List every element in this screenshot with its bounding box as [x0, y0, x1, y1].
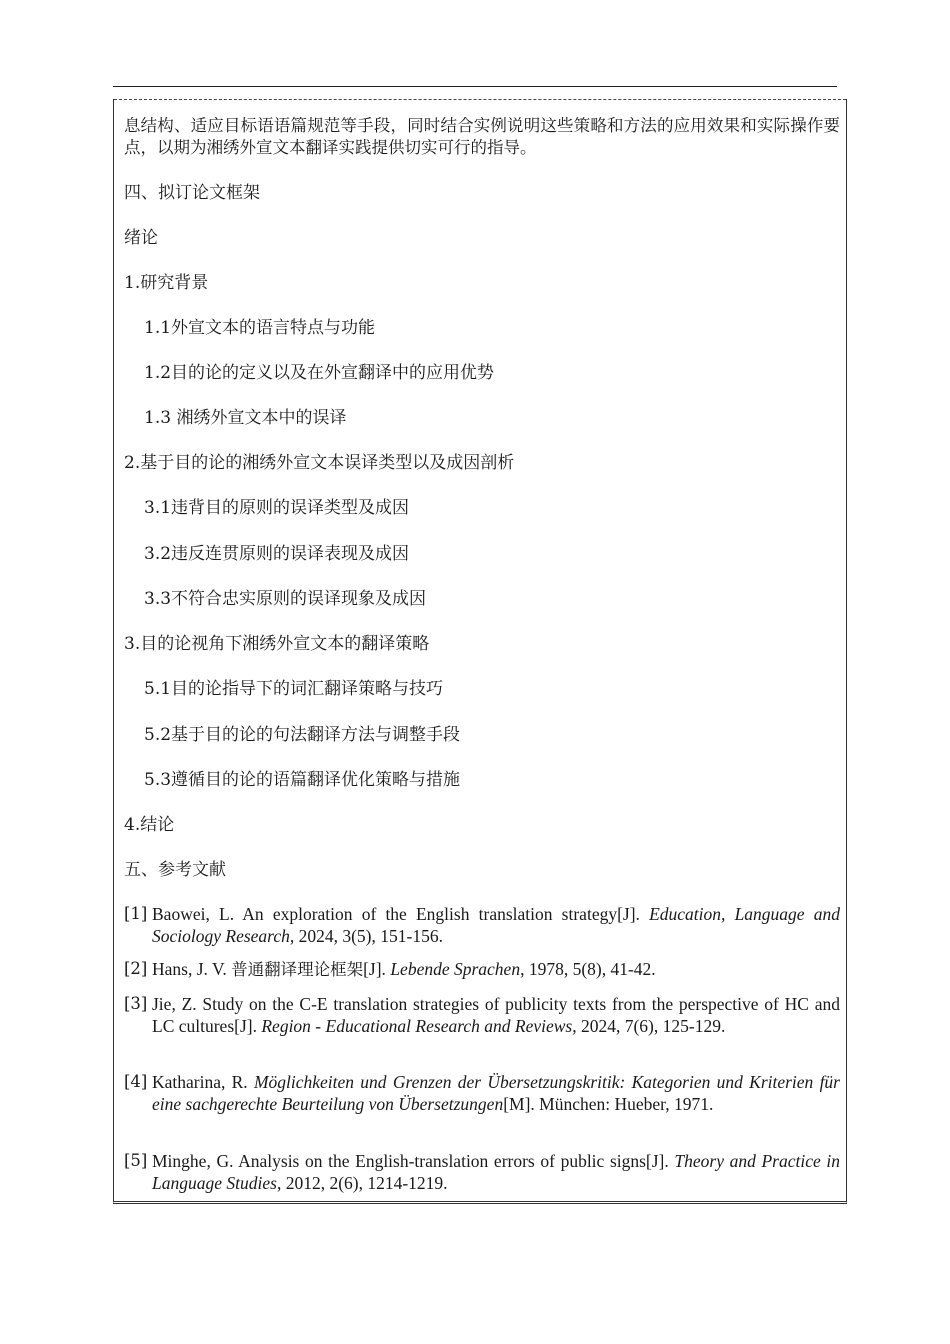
reference-item: [4] Katharina, R. Möglichkeiten und Grenzen der Übersetzungskritik: Kategorien und Kriterien für eine sachgerechte Beurteilung von Übersetzungen[M]. München: Hueber, 1971.	[124, 1072, 840, 1114]
reference-item: [5] Minghe, G. Analysis on the English-translation errors of public signs[J]. Theory and Practice in Language Studies, 2012, 2(6), 1214-1219.	[124, 1151, 841, 1193]
reference-number: [2]	[124, 959, 148, 978]
outline-item-1-2: 1.2目的论的定义以及在外宣翻译中的应用优势	[144, 363, 495, 383]
reference-number: [4]	[124, 1072, 148, 1091]
outline-section-2: 2.基于目的论的湘绣外宣文本误译类型以及成因剖析	[124, 453, 515, 473]
outline-section-3: 3.目的论视角下湘绣外宣文本的翻译策略	[124, 634, 430, 654]
outline-item-3-2: 5.2基于目的论的句法翻译方法与调整手段	[144, 725, 461, 745]
outline-item-1-3: 1.3 湘绣外宣文本中的误译	[144, 408, 347, 428]
reference-number: [1]	[124, 904, 148, 923]
reference-title: Theory and Practice in Language Studies	[152, 1151, 841, 1193]
outline-section-4: 4.结论	[124, 815, 175, 835]
page-header-rule	[113, 86, 837, 87]
table-top-border	[114, 99, 846, 100]
references-heading: 五、参考文献	[124, 860, 226, 880]
outline-item-3-1: 5.1目的论指导下的词汇翻译策略与技巧	[144, 679, 444, 699]
reference-title: Education, Language and Sociology Research	[152, 904, 840, 946]
reference-number: [3]	[124, 994, 148, 1013]
reference-title: Möglichkeiten und Grenzen der Übersetzungskritik: Kategorien und Kriterien für eine sachgerechte Beurteilung von Übersetzungen	[152, 1072, 840, 1114]
reference-item: [1] Baowei, L. An exploration of the English translation strategy[J]. Education, Language and Sociology Research, 2024, 3(5), 151-156.	[124, 904, 840, 946]
outline-item-2-3: 3.3不符合忠实原则的误译现象及成因	[144, 589, 427, 609]
reference-item: [2] Hans, J. V. 普通翻译理论框架[J]. Lebende Sprachen, 1978, 5(8), 41-42.	[124, 959, 656, 979]
outline-heading: 四、拟订论文框架	[124, 183, 260, 203]
outline-item-3-3: 5.3遵循目的论的语篇翻译优化策略与措施	[144, 770, 461, 790]
form-table-cell	[113, 99, 847, 1204]
outline-item-2-1: 3.1违背目的原则的误译类型及成因	[144, 498, 410, 518]
reference-title: Region - Educational Research and Reviews	[261, 1016, 573, 1036]
reference-title: Lebende Sprachen	[390, 959, 521, 979]
outline-section-1: 1.研究背景	[124, 273, 209, 293]
reference-number: [5]	[124, 1151, 148, 1170]
cell-content	[124, 115, 841, 1193]
intro-paragraph: 息结构、适应目标语语篇规范等手段，同时结合实例说明这些策略和方法的应用效果和实际操作要点，以期为湘绣外宣文本翻译实践提供切实可行的指导。	[124, 116, 840, 157]
outline-item-1-1: 1.1外宣文本的语言特点与功能	[144, 318, 376, 338]
outline-item-2-2: 3.2违反连贯原则的误译表现及成因	[144, 544, 410, 564]
reference-item: [3] Jie, Z. Study on the C-E translation strategies of publicity texts from the perspective of HC and LC cultures[J]. Region - Educational Research and Reviews, 2024, 7(6), 125-129.	[124, 994, 840, 1036]
outline-intro: 绪论	[124, 228, 158, 248]
